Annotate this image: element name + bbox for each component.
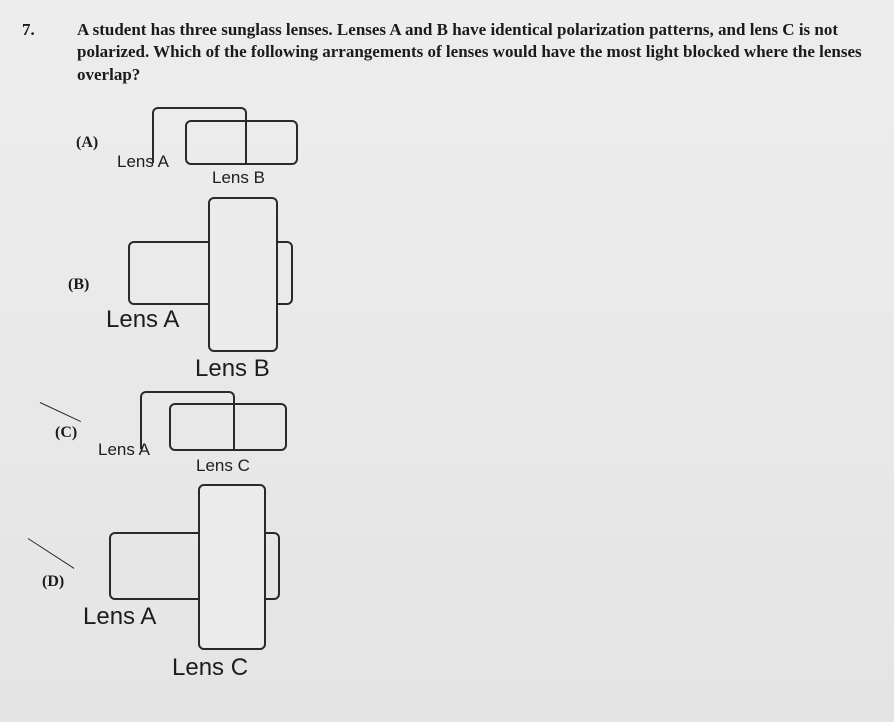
question-line-2: polarized. Which of the following arrangements of lenses would have the most light blocked where the lenses (77, 42, 862, 61)
option-c-lens-2-label: Lens C (196, 456, 250, 475)
option-c-lens-2 (169, 403, 287, 451)
question-line-1: A student has three sunglass lenses. Lenses A and B have identical polarization patterns, and lens C is not (77, 20, 839, 39)
option-d-lens-1-label: Lens A (83, 603, 157, 630)
question-line-3: overlap? (77, 65, 141, 84)
option-b-letter: (B) (68, 276, 90, 293)
option-b-lens-2-label: Lens B (195, 355, 270, 382)
option-d-lens-2-label: Lens C (172, 654, 249, 681)
option-a-lens-2-label: Lens B (212, 168, 265, 187)
option-b-lens-1-label: Lens A (106, 306, 180, 333)
option-a-lens-1-label: Lens A (117, 152, 169, 171)
question-number: 7. (22, 20, 35, 39)
option-b-lens-2 (208, 197, 278, 352)
option-a-lens-2 (185, 120, 298, 165)
option-c-letter: (C) (55, 424, 78, 441)
option-d-letter: (D) (42, 573, 65, 590)
option-c-lens-1-label: Lens A (98, 440, 150, 459)
option-a-letter: (A) (76, 134, 99, 151)
option-d-lens-2 (198, 484, 266, 650)
